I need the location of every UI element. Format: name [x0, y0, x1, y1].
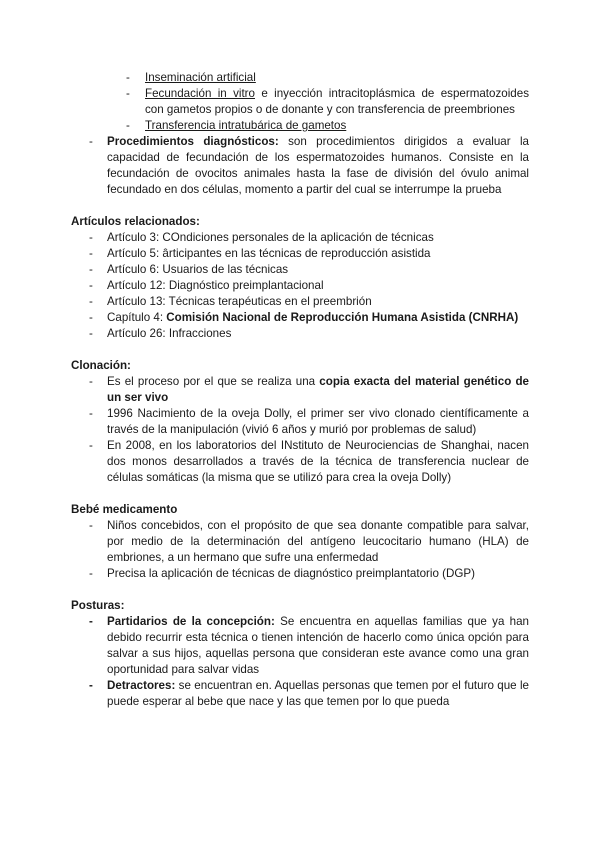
- list-item: - Niños concebidos, con el propósito de que sea donante compatible para salvar, por medio de la determinación del antígeno leucocitario humano (HLA) de embriones, a un hermano que sufre una enfermedad: [89, 519, 529, 564]
- list-item: - Es el proceso por el que se realiza una copia exacta del material genético de un ser vivo: [89, 375, 530, 404]
- list-item: - Fecundación in vitro e inyección intracitoplásmica de espermatozoides con gametos propios o de donante y con transferencia de preembriones: [126, 87, 529, 116]
- section-heading-cloning: Clonación:: [71, 359, 131, 372]
- list-item: - Artículo 26: Infracciones: [89, 327, 232, 340]
- list-item: - Artículo 3: COndiciones personales de la aplicación de técnicas: [89, 231, 434, 244]
- section-heading-related: Artículos relacionados:: [71, 215, 200, 228]
- section-heading-baby: Bebé medicamento: [71, 503, 178, 516]
- list-item: - Capítulo 4: Comisión Nacional de Reproducción Humana Asistida (CNRHA): [89, 311, 519, 324]
- list-item: - Inseminación artificial: [126, 71, 256, 84]
- list-item: - Artículo 13: Técnicas terapéuticas en el preembrión: [89, 295, 372, 308]
- list-item-diagnostic: - Procedimientos diagnósticos: son procedimientos dirigidos a evaluar la capacidad de fecundación de los espermatozoides humanos. Consiste en la fecundación de ovocitos animales hasta la fase de división del óvulo animal fecundado en dos células, momento a partir del cual se interrumpe la prueba: [89, 135, 529, 196]
- list-item: - 1996 Nacimiento de la oveja Dolly, el primer ser vivo clonado científicamente a través de la manipulación (vivió 6 años y murió por problemas de salud): [89, 407, 529, 436]
- list-item: - Artículo 5: ârticipantes en las técnicas de reproducción asistida: [89, 247, 431, 260]
- list-item: - Transferencia intratubárica de gametos: [126, 119, 347, 132]
- list-item: - Artículo 6: Usuarios de las técnicas: [89, 263, 289, 276]
- list-item: - Artículo 12: Diagnóstico preimplantacional: [89, 279, 324, 292]
- document-body: [71, 70, 529, 710]
- list-item: - Partidarios de la concepción: Se encuentra en aquellas familias que ya han debido recurrir esta técnica o tienen intención de hacerlo como única opción para salvar a sus hijos, aquellas persona que consideran este avance como una gran oportunidad para salvar vidas: [89, 615, 529, 676]
- list-item: - En 2008, en los laboratorios del INstituto de Neurociencias de Shanghai, nacen dos monos desarrollados a través de la técnica de transferencia nuclear de células somáticas (la misma que se utilizó para crea la oveja Dolly): [89, 439, 529, 484]
- list-item: - Precisa la aplicación de técnicas de diagnóstico preimplantatorio (DGP): [89, 567, 475, 580]
- list-item: - Detractores: se encuentran en. Aquellas personas que temen por el futuro que le puede esperar al bebe que nace y las que temen por lo que pueda: [89, 679, 529, 708]
- section-heading-postures: Posturas:: [71, 599, 125, 612]
